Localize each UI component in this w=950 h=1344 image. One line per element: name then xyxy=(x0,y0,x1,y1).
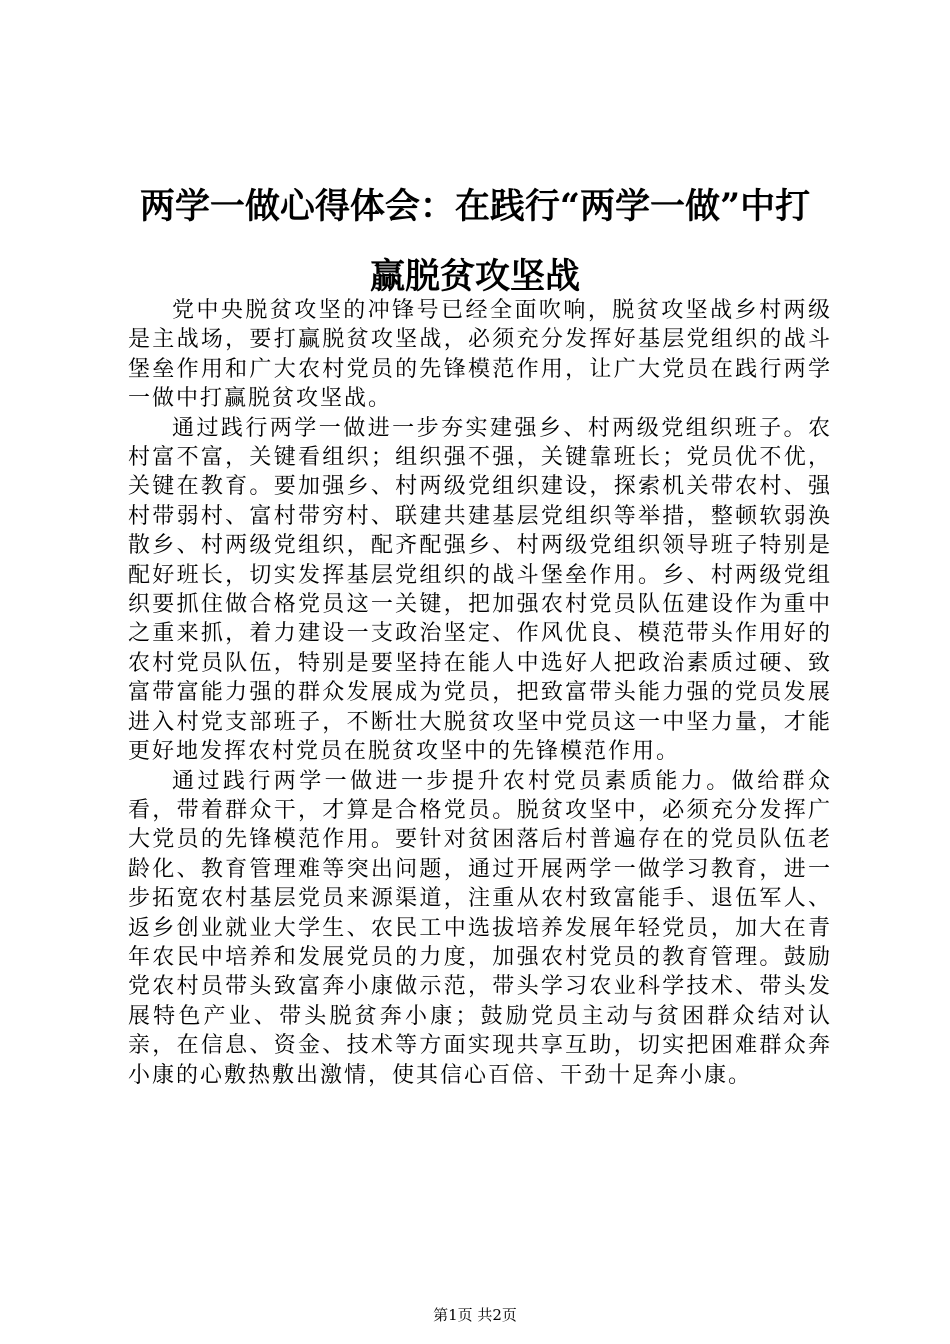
document-body xyxy=(128,296,832,1090)
page-number: 第1页 共2页 xyxy=(433,1306,517,1324)
paragraph-2: 通过践行两学一做进一步夯实建强乡、村两级党组织班子。农村富不富，关键看组织；组织强不强，关键靠班长；党员优不优，关键在教育。要加强乡、村两级党组织建设，探索机关带农村、强村带弱村、富村带穷村、联建共建基层党组织等举措，整顿软弱涣散乡、村两级党组织，配齐配强乡、村两级党组织领导班子特别是配好班长，切实发挥基层党组织的战斗堡垒作用。乡、村两级党组织要抓住做合格党员这一关键，把加强农村党员队伍建设作为重中之重来抓，着力建设一支政治坚定、作风优良、模范带头作用好的农村党员队伍，特别是要坚持在能人中选好人把政治素质过硬、致富带富能力强的群众发展成为党员，把致富带头能力强的党员发展进入村党支部班子，不断壮大脱贫攻坚中党员这一中坚力量，才能更好地发挥农村党员在脱贫攻坚中的先锋模范作用。 xyxy=(128,415,832,765)
title-line-1: 两学一做心得体会：在践行“两学一做”中打 xyxy=(139,186,811,227)
paragraph-1: 党中央脱贫攻坚的冲锋号已经全面吹响，脱贫攻坚战乡村两级是主战场，要打赢脱贫攻坚战，必须充分发挥好基层党组织的战斗堡垒作用和广大农村党员的先锋模范作用，让广大党员在践行两学一做中打赢脱贫攻坚战。 xyxy=(128,298,832,412)
title-line-2: 赢脱贫攻坚战 xyxy=(369,256,580,297)
document-title xyxy=(110,172,840,312)
paragraph-3: 通过践行两学一做进一步提升农村党员素质能力。做给群众看，带着群众干，才算是合格党员。脱贫攻坚中，必须充分发挥广大党员的先锋模范作用。要针对贫困落后村普遍存在的党员队伍老龄化、教育管理难等突出问题，通过开展两学一做学习教育，进一步拓宽农村基层党员来源渠道，注重从农村致富能手、退伍军人、返乡创业就业大学生、农民工中选拔培养发展年轻党员，加大在青年农民中培养和发展党员的力度，加强农村党员的教育管理。鼓励党农村员带头致富奔小康做示范，带头学习农业科学技术、带头发展特色产业、带头脱贫奔小康；鼓励党员主动与贫困群众结对认亲，在信息、资金、技术等方面实现共享互助，切实把困难群众奔小康的心敷热敷出激情，使其信心百倍、干劲十足奔小康。 xyxy=(128,768,832,1088)
page-footer xyxy=(0,1305,950,1325)
